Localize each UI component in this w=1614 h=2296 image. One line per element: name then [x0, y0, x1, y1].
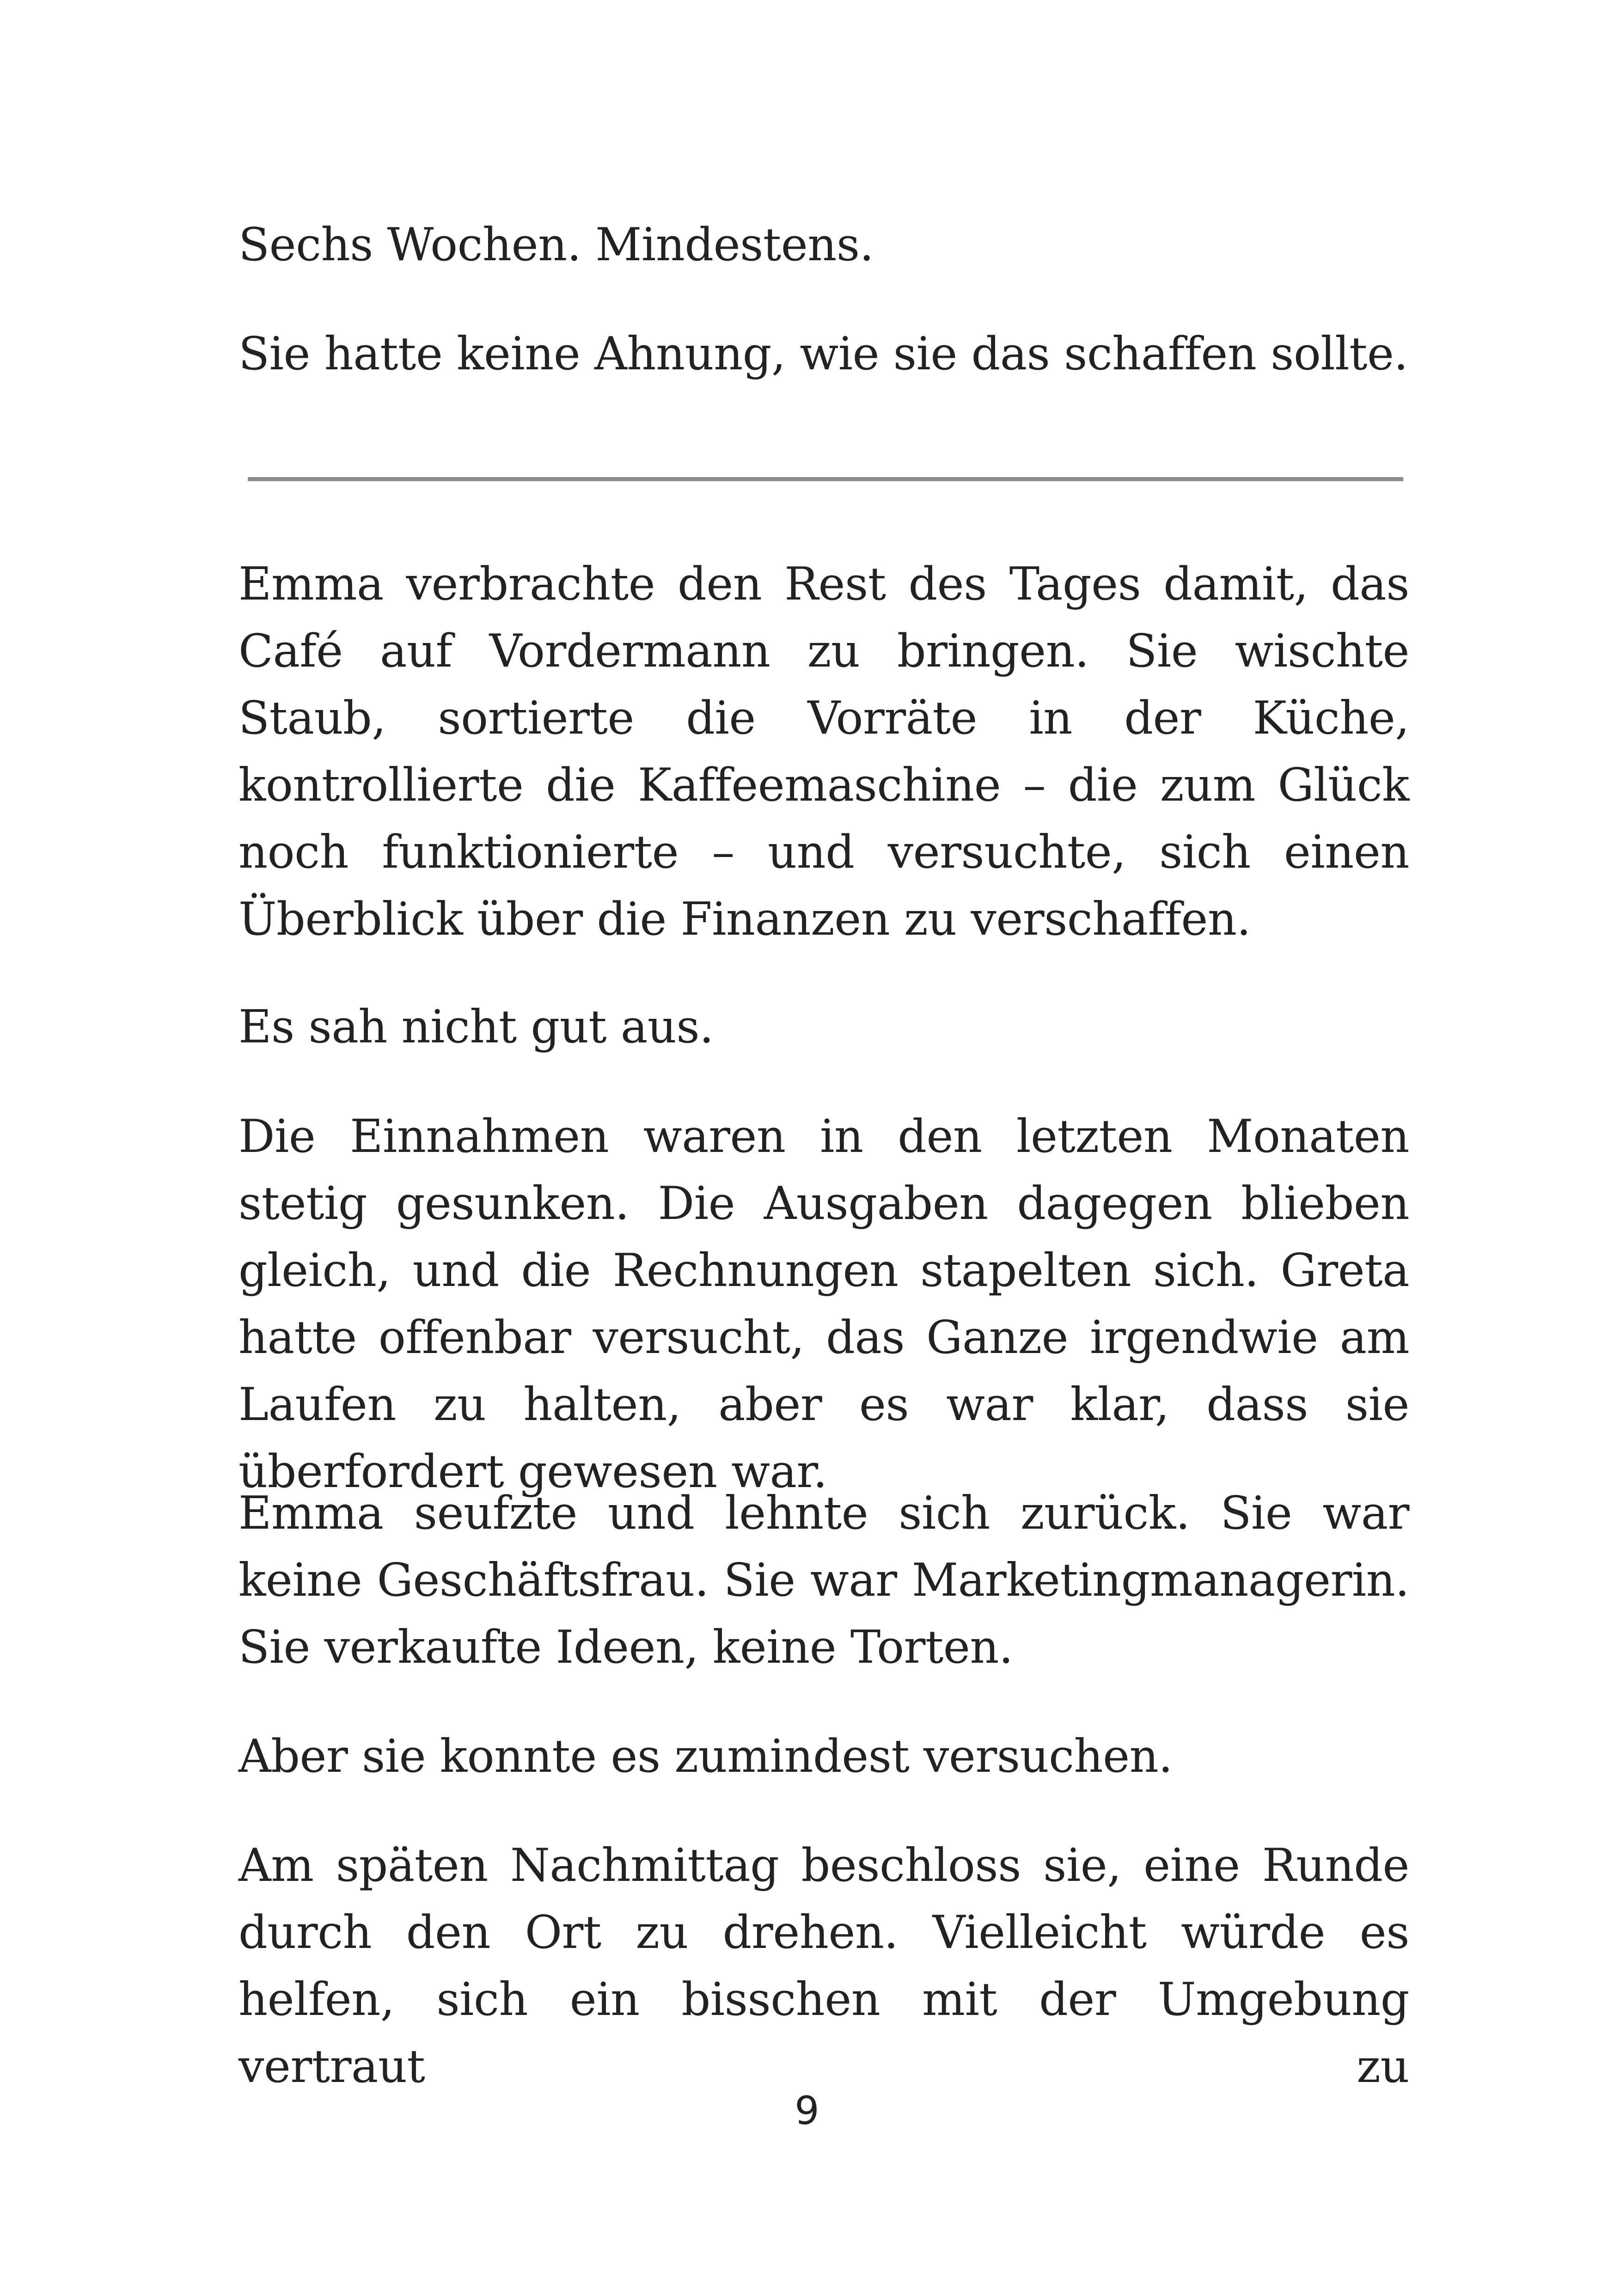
- paragraph-emma-seufzte: Emma seufzte und lehnte sich zurück. Sie war keine Geschäftsfrau. Sie war Marketingmanagerin. Sie verkaufte Ideen, keine Torten.: [238, 1487, 1409, 1674]
- scene-divider: [248, 477, 1403, 481]
- paragraph-keine-ahnung: Sie hatte keine Ahnung, wie sie das schaffen sollte.: [238, 328, 1408, 380]
- paragraph-es-sah-nicht-gut-aus: Es sah nicht gut aus.: [238, 1001, 714, 1053]
- paragraph-aber-sie-konnte: Aber sie konnte es zumindest versuchen.: [238, 1730, 1173, 1783]
- paragraph-sechs-wochen: Sechs Wochen. Mindestens.: [238, 219, 874, 271]
- paragraph-einnahmen: Die Einnahmen waren in den letzten Monaten stetig gesunken. Die Ausgaben dagegen blieben gleich, und die Rechnungen stapelten sich. Greta hatte offenbar versucht, das Ganze irgendwie am Laufen zu halten, aber es war klar, dass sie überfordert gewesen war.: [238, 1110, 1409, 1498]
- paragraph-emma-verbrachte: Emma verbrachte den Rest des Tages damit, das Café auf Vordermann zu bringen. Sie wischte Staub, sortierte die Vorräte in der Küche, kontrollierte die Kaffeemaschine – die zum Glück noch funktionierte – und versuchte, sich einen Überblick über die Finanzen zu verschaffen.: [238, 558, 1409, 946]
- paragraph-am-spaeten-nachmittag: Am späten Nachmittag beschloss sie, eine Runde durch den Ort zu drehen. Vielleicht würde es helfen, sich ein bisschen mit der Umgebung vertraut zu: [238, 1839, 1409, 2093]
- page-number: 9: [795, 2088, 819, 2133]
